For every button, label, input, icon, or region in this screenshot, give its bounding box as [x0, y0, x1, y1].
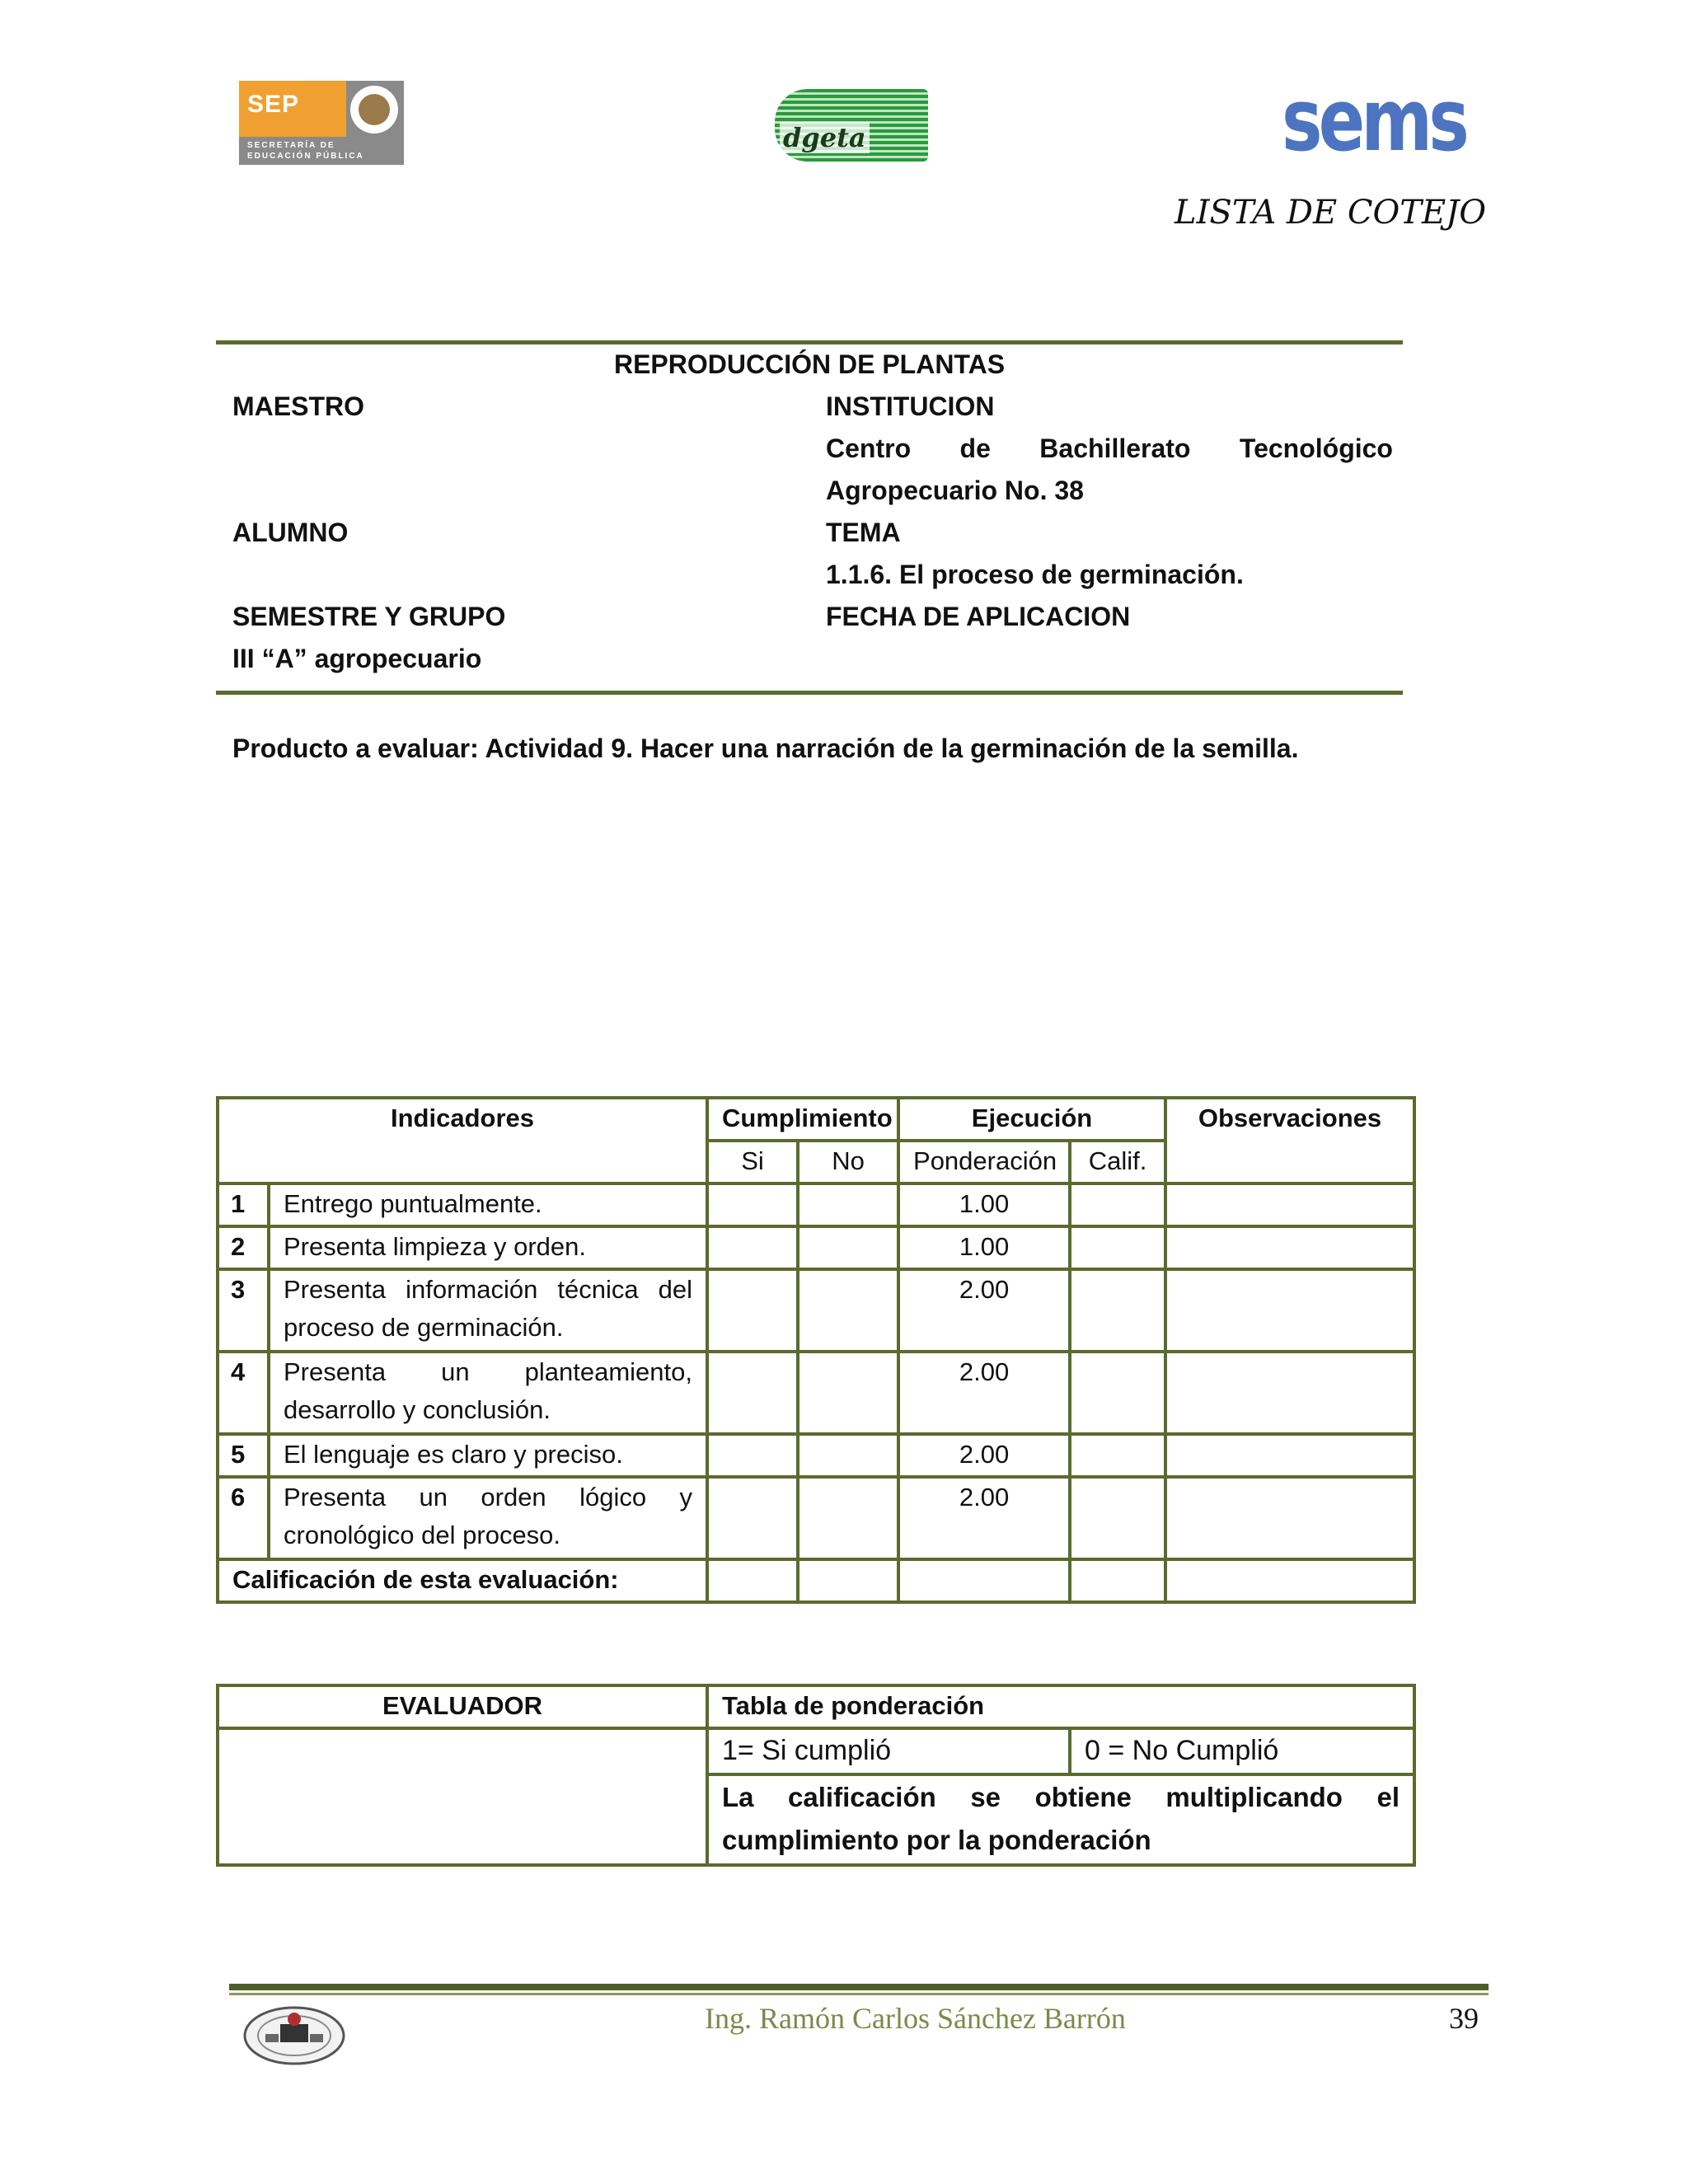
sep-logo-word: SEP	[247, 91, 300, 118]
si-cell[interactable]	[707, 1434, 798, 1477]
mexico-seal-icon	[350, 86, 398, 134]
semestre-label: SEMESTRE Y GRUPO	[232, 602, 506, 631]
calculation-explanation: La calificación se obtiene multiplicando el cumplimiento por la ponderación	[707, 1774, 1414, 1865]
si-total-cell[interactable]	[707, 1559, 798, 1602]
header-si: Si	[707, 1141, 798, 1183]
calif-cell[interactable]	[1070, 1269, 1165, 1352]
si-cell[interactable]	[707, 1269, 798, 1352]
tema-label: TEMA	[826, 518, 901, 547]
no-cell[interactable]	[798, 1477, 898, 1559]
fecha-label: FECHA DE APLICACION	[826, 602, 1131, 631]
row-indicator: Entrego puntualmente.	[269, 1183, 707, 1226]
calif-cell[interactable]	[1070, 1226, 1165, 1269]
institucion-word: Centro	[826, 434, 912, 463]
row-number: 3	[218, 1269, 269, 1352]
table-footer-row	[218, 1559, 1414, 1602]
header-cumplimiento: Cumplimiento	[707, 1098, 898, 1141]
subject-title: REPRODUCCIÓN DE PLANTAS	[613, 349, 1006, 379]
footer-rule	[229, 1984, 1489, 1990]
si-cell[interactable]	[707, 1226, 798, 1269]
observaciones-cell[interactable]	[1165, 1477, 1414, 1559]
row-number: 5	[218, 1434, 269, 1477]
no-cell[interactable]	[798, 1183, 898, 1226]
maestro-label: MAESTRO	[232, 391, 364, 421]
dgeta-logo-word: dgeta	[780, 122, 870, 153]
header-calif: Calif.	[1070, 1141, 1165, 1183]
evaluador-label: EVALUADOR	[218, 1685, 707, 1728]
no-cell[interactable]	[798, 1434, 898, 1477]
page-number: 39	[1449, 2002, 1479, 2035]
observaciones-cell[interactable]	[1165, 1226, 1414, 1269]
header-no: No	[798, 1141, 898, 1183]
table-row	[218, 1269, 1414, 1352]
row-indicator: Presenta información técnica del proceso de germinación.	[269, 1269, 707, 1352]
school-crest-icon	[241, 2003, 348, 2069]
si-cell[interactable]	[707, 1477, 798, 1559]
no-cell[interactable]	[798, 1352, 898, 1434]
no-total-cell[interactable]	[798, 1559, 898, 1602]
product-to-evaluate: Producto a evaluar: Actividad 9. Hacer una narración de la germinación de la semilla.	[232, 733, 1299, 763]
si-cell[interactable]	[707, 1352, 798, 1434]
row-indicator: Presenta limpieza y orden.	[269, 1226, 707, 1269]
dgeta-logo	[775, 89, 928, 162]
row-number: 1	[218, 1183, 269, 1226]
observaciones-cell[interactable]	[1165, 1352, 1414, 1434]
header-observaciones: Observaciones	[1165, 1098, 1414, 1183]
si-cell[interactable]	[707, 1183, 798, 1226]
no-cell[interactable]	[798, 1226, 898, 1269]
no-cell[interactable]	[798, 1269, 898, 1352]
header-ponderacion: Ponderación	[898, 1141, 1070, 1183]
calif-cell[interactable]	[1070, 1352, 1165, 1434]
row-indicator: El lenguaje es claro y preciso.	[269, 1434, 707, 1477]
institucion-value-line2: Agropecuario No. 38	[826, 476, 1084, 505]
observaciones-cell[interactable]	[1165, 1183, 1414, 1226]
institucion-word: Tecnológico	[1239, 434, 1393, 463]
ponderacion-total-cell[interactable]	[898, 1559, 1070, 1602]
evaluator-table	[216, 1684, 1416, 1867]
institucion-value-line1	[826, 434, 1393, 464]
institucion-label: INSTITUCION	[826, 391, 995, 421]
no-cumplio-legend: 0 = No Cumplió	[1070, 1728, 1414, 1774]
calif-cell[interactable]	[1070, 1477, 1165, 1559]
observaciones-total-cell[interactable]	[1165, 1559, 1414, 1602]
info-block	[216, 340, 1403, 695]
document-kind-title: LISTA DE COTEJO	[1175, 194, 1486, 232]
ponderacion-cell: 1.00	[898, 1226, 1070, 1269]
ponderacion-cell: 2.00	[898, 1269, 1070, 1352]
table-row	[218, 1183, 1414, 1226]
table-row	[218, 1352, 1414, 1434]
si-cumplio-legend: 1= Si cumplió	[707, 1728, 1070, 1774]
semestre-value: III “A” agropecuario	[232, 644, 482, 673]
row-number: 6	[218, 1477, 269, 1559]
sep-logo-subtitle: SECRETARÍA DE EDUCACIÓN PÚBLICA	[247, 141, 364, 161]
sems-logo: sems	[1282, 70, 1465, 171]
alumno-label: ALUMNO	[232, 518, 349, 547]
footer-author: Ing. Ramón Carlos Sánchez Barrón	[705, 2002, 1126, 2035]
table-row	[218, 1226, 1414, 1269]
tabla-ponderacion-label: Tabla de ponderación	[707, 1685, 1414, 1728]
checklist-table	[216, 1096, 1416, 1604]
calificacion-label: Calificación de esta evaluación:	[218, 1559, 707, 1602]
calif-cell[interactable]	[1070, 1183, 1165, 1226]
row-number: 4	[218, 1352, 269, 1434]
institucion-word: Bachillerato	[1039, 434, 1191, 463]
header-indicadores: Indicadores	[218, 1098, 707, 1183]
observaciones-cell[interactable]	[1165, 1269, 1414, 1352]
sep-logo-orange-block	[239, 81, 346, 137]
institucion-word: de	[959, 434, 991, 463]
ponderacion-cell: 2.00	[898, 1434, 1070, 1477]
tema-value: 1.1.6. El proceso de germinación.	[826, 560, 1244, 589]
row-number: 2	[218, 1226, 269, 1269]
ponderacion-cell: 2.00	[898, 1477, 1070, 1559]
ponderacion-cell: 2.00	[898, 1352, 1070, 1434]
ponderacion-cell: 1.00	[898, 1183, 1070, 1226]
footer-rule-thin	[229, 1993, 1489, 1995]
row-indicator: Presenta un planteamiento, desarrollo y conclusión.	[269, 1352, 707, 1434]
sep-logo	[239, 81, 404, 165]
table-row	[218, 1477, 1414, 1559]
calif-cell[interactable]	[1070, 1434, 1165, 1477]
calif-total-cell[interactable]	[1070, 1559, 1165, 1602]
observaciones-cell[interactable]	[1165, 1434, 1414, 1477]
header-ejecucion: Ejecución	[898, 1098, 1165, 1141]
table-row	[218, 1434, 1414, 1477]
evaluador-signature-cell[interactable]	[218, 1728, 707, 1865]
row-indicator: Presenta un orden lógico y cronológico del proceso.	[269, 1477, 707, 1559]
